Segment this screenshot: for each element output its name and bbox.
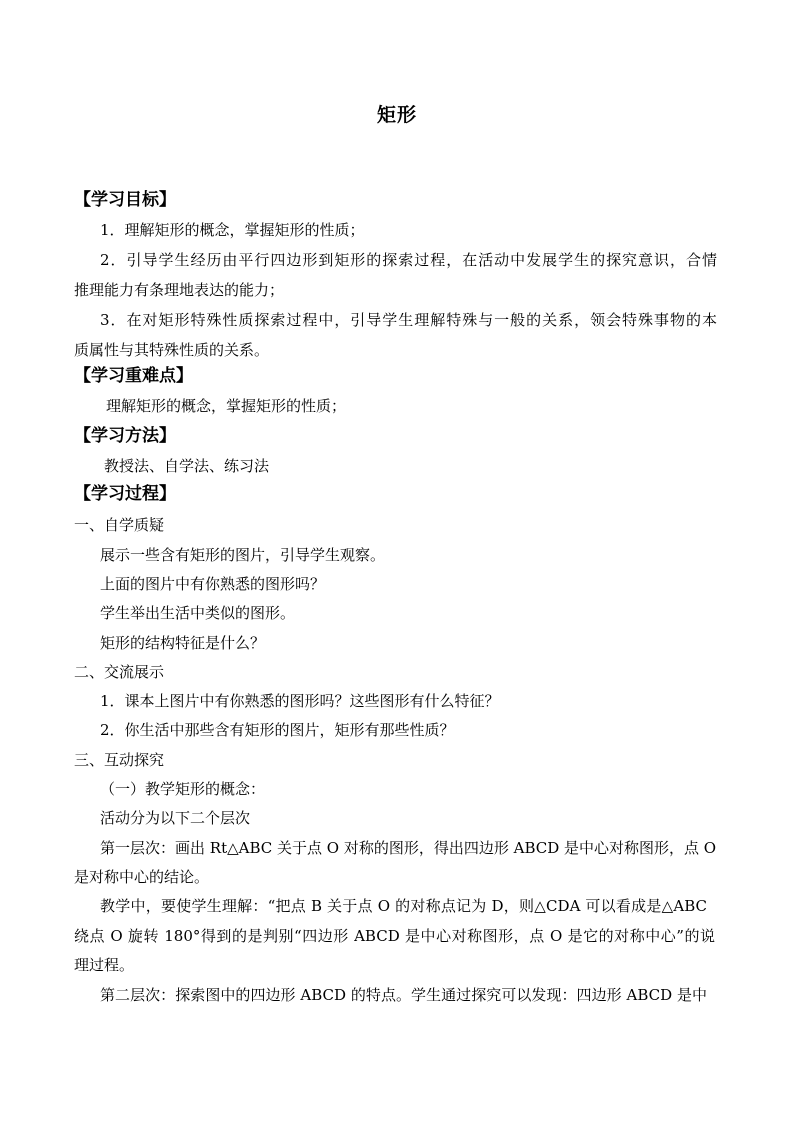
section-3-line-b: 活动分为以下二个层次 (100, 809, 251, 827)
section-3-line-d1: 教学中，要使学生理解：“把点 B 关于点 O 的对称点记为 D，则△CDA 可以看成是△ABC (100, 897, 707, 915)
goal-1: 1．理解矩形的概念，掌握矩形的性质； (100, 221, 365, 239)
goal-3-line-1: 3．在对矩形特殊性质探索过程中，引导学生理解特殊与一般的关系，领会特殊事物的本 (100, 311, 717, 329)
goal-2-line-2: 推理能力有条理地表达的能力； (74, 281, 285, 299)
goals-heading: 【学习目标】 (74, 190, 176, 210)
key-point: 理解矩形的概念，掌握矩形的性质； (106, 397, 347, 415)
section-1-line-d: 矩形的结构特征是什么？ (100, 634, 266, 652)
document-title: 矩形 (376, 104, 417, 126)
section-2-line-a: 1．课本上图片中有你熟悉的图形吗？这些图形有什么特征？ (100, 692, 500, 710)
section-3-line-c2: 是对称中心的结论。 (74, 868, 210, 886)
method-heading: 【学习方法】 (74, 426, 176, 446)
section-1-line-a: 展示一些含有矩形的图片，引导学生观察。 (100, 546, 386, 564)
section-3-line-e1: 第二层次：探索图中的四边形 ABCD 的特点。学生通过探究可以发现：四边形 ABCD 是中 (100, 986, 707, 1004)
section-3-heading: 三、互动探究 (74, 751, 165, 769)
section-2-heading: 二、交流展示 (74, 663, 165, 681)
section-3-subheading: （一）教学矩形的概念： (100, 780, 266, 798)
section-3-line-d2: 绕点 O 旋转 180°得到的是判别“四边形 ABCD 是中心对称图形，点 O 是它的对称中心”的说 (74, 927, 715, 945)
section-3-line-c1: 第一层次：画出 Rt△ABC 关于点 O 对称的图形，得出四边形 ABCD 是中心对称图形，点 O (100, 839, 717, 857)
goal-3-line-2: 质属性与其特殊性质的关系。 (74, 341, 270, 359)
section-1-heading: 一、自学质疑 (74, 516, 165, 534)
goal-2-line-1: 2．引导学生经历由平行四边形到矩形的探索过程，在活动中发展学生的探究意识，合情 (100, 251, 717, 269)
process-heading: 【学习过程】 (74, 484, 176, 504)
method-text: 教授法、自学法、练习法 (104, 457, 270, 475)
section-3-line-d3: 理过程。 (74, 956, 135, 974)
section-1-line-c: 学生举出生活中类似的图形。 (100, 604, 296, 622)
section-2-line-b: 2．你生活中那些含有矩形的图片，矩形有那些性质？ (100, 721, 455, 739)
section-1-line-b: 上面的图片中有你熟悉的图形吗？ (100, 575, 326, 593)
key-heading: 【学习重难点】 (74, 366, 193, 386)
